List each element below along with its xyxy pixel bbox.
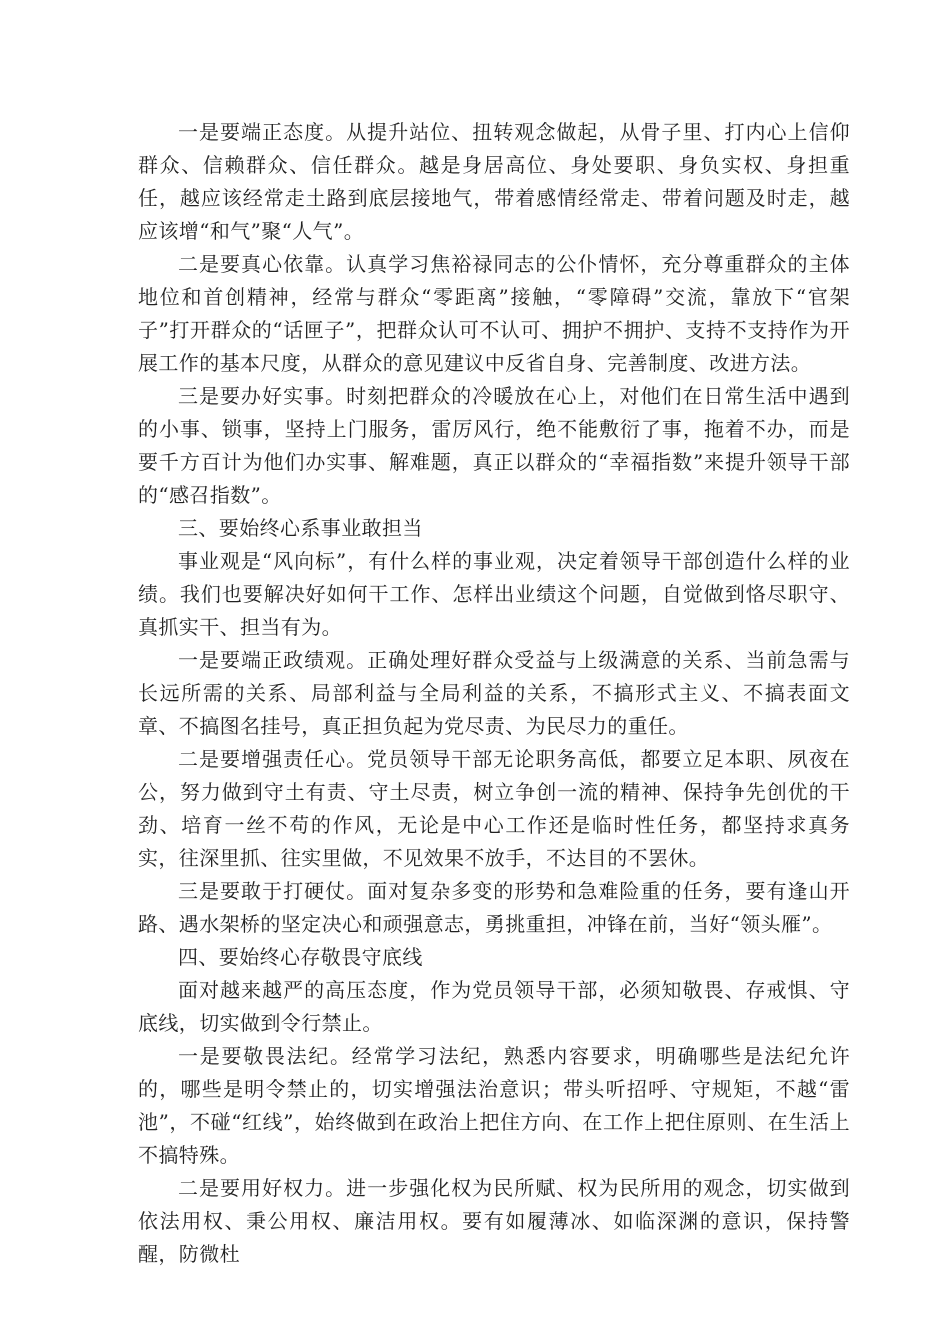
section-heading-4: 四、要始终心存敬畏守底线 [178, 945, 423, 969]
paragraph-rely: 二是要真心依靠。认真学习焦裕禄同志的公仆情怀，充分尊重群众的主体地位和首创精神，经常与群众“零距离”接触，“零障碍”交流，靠放下“官架子”打开群众的“话匣子”，把群众认可不认可、拥护不拥护、支持不支持作为开展工作的基本尺度，从群众的意见建议中反省自身、完善制度、改进方法。 [138, 252, 850, 375]
paragraph-tough-battles: 三是要敢于打硬仗。面对复杂多变的形势和急难险重的任务，要有逢山开路、遇水架桥的坚定决心和顽强意志，勇挑重担，冲锋在前，当好“领头雁”。 [138, 879, 850, 936]
paragraph-career-view: 事业观是“风向标”，有什么样的事业观，决定着领导干部创造什么样的业绩。我们也要解决好如何干工作、怎样出业绩这个问题，自觉做到恪尽职守、真抓实干、担当有为。 [138, 549, 850, 639]
paragraph-use-power: 二是要用好权力。进一步强化权为民所赋、权为民所用的观念，切实做到依法用权、秉公用权、廉洁用权。要有如履薄冰、如临深渊的意识，保持警醒，防微杜 [138, 1176, 850, 1266]
paragraph-performance-view: 一是要端正政绩观。正确处理好群众受益与上级满意的关系、当前急需与长远所需的关系、局部利益与全局利益的关系，不搞形式主义、不搞表面文章、不搞图名挂号，真正担负起为党尽责、为民尽力的重任。 [138, 648, 850, 738]
section-heading-3: 三、要始终心系事业敢担当 [178, 516, 423, 540]
document-body [138, 116, 850, 1271]
paragraph-attitude: 一是要端正态度。从提升站位、扭转观念做起，从骨子里、打内心上信仰群众、信赖群众、信任群众。越是身居高位、身处要职、身负实权、身担重任，越应该经常走土路到底层接地气，带着感情经常走、带着问题及时走，越应该增“和气”聚“人气”。 [138, 120, 850, 243]
paragraph-bottom-line: 面对越来越严的高压态度，作为党员领导干部，必须知敬畏、存戒惧、守底线，切实做到令行禁止。 [138, 978, 850, 1035]
paragraph-practical: 三是要办好实事。时刻把群众的冷暖放在心上，对他们在日常生活中遇到的小事、锁事，坚持上门服务，雷厉风行，绝不能敷衍了事，拖着不办，而是要千方百计为他们办实事、解难题，真正以群众的“幸福指数”来提升领导干部的“感召指数”。 [138, 384, 850, 507]
paragraph-responsibility: 二是要增强责任心。党员领导干部无论职务高低，都要立足本职、夙夜在公，努力做到守土有责、守土尽责，树立争创一流的精神、保持争先创优的干劲、培育一丝不苟的作风，无论是中心工作还是临时性任务，都坚持求真务实，往深里抓、往实里做，不见效果不放手，不达目的不罢休。 [138, 747, 850, 870]
paragraph-respect-law: 一是要敬畏法纪。经常学习法纪，熟悉内容要求，明确哪些是法纪允许的，哪些是明令禁止的，切实增强法治意识；带头听招呼、守规矩，不越“雷池”，不碰“红线”，始终做到在政治上把住方向、在工作上把住原则、在生活上不搞特殊。 [138, 1044, 850, 1167]
